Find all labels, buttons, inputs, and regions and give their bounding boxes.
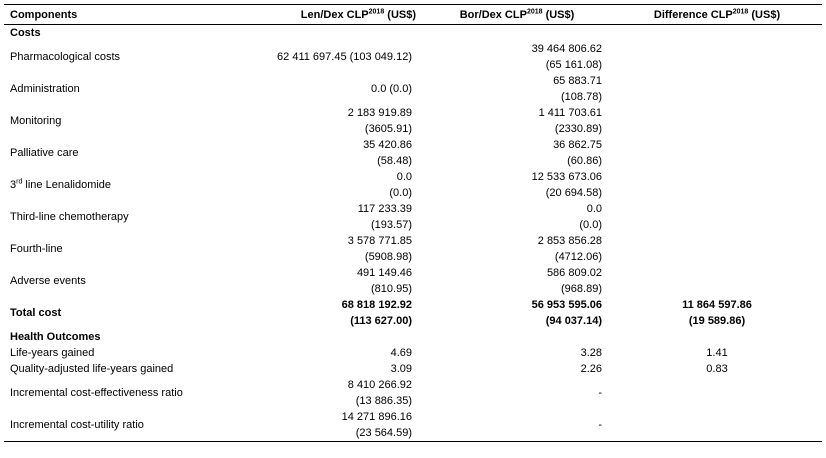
table-row [4, 105, 822, 137]
table-row [4, 409, 822, 442]
table-row [4, 137, 822, 169]
row-label: Incremental cost-effectiveness ratio [10, 387, 183, 399]
bor-value: 3.28 [580, 347, 602, 359]
table-row [4, 201, 822, 233]
header-len-dex: Len/Dex $CLP^{2018}$ (US$) [242, 5, 422, 25]
len-value: 2 183 919.89 (3605.91) [347, 107, 412, 135]
row-label: 3rd line Lenalidomide [10, 178, 112, 191]
len-value: 8 410 266.92 (13 886.35) [347, 379, 412, 407]
section-health-outcomes: Health Outcomes [10, 331, 101, 343]
row-label: Administration [10, 83, 80, 95]
row-label: Third-line chemotherapy [10, 211, 129, 223]
header-difference: Difference $CLP^{2018}$ (US$) [612, 5, 822, 25]
bor-value: 65 883.71 (108.78) [553, 75, 602, 103]
len-value: 14 271 896.16 (23 564.59) [242, 409, 422, 442]
total-row [4, 297, 822, 329]
table-row [4, 73, 822, 105]
len-value: 3 578 771.85 (5908.98) [347, 235, 412, 263]
table-header-row [4, 5, 822, 25]
len-value: 35 420.86 (58.48) [363, 139, 412, 167]
table-row [4, 233, 822, 265]
len-value: 0.0 (0.0) [371, 83, 412, 95]
len-value: 4.69 [390, 347, 412, 359]
bor-value: 586 809.02 (968.89) [546, 267, 602, 295]
len-value: 491 149.46 (810.95) [356, 267, 412, 295]
bor-value: 36 862.75 (60.86) [553, 139, 602, 167]
table-row [4, 361, 822, 377]
diff-value: 11 864 597.86 (19 589.86) [682, 299, 752, 327]
bor-value: 56 953 595.06 (94 037.14) [531, 299, 602, 327]
bor-value: 12 533 673.06 (20 694.58) [531, 171, 602, 199]
bor-value: 39 464 806.62 (65 161.08) [531, 43, 602, 71]
section-costs: Costs [10, 27, 41, 39]
diff-value: 1.41 [706, 347, 728, 359]
row-label: Pharmacological costs [10, 51, 121, 63]
len-value: 62 411 697.45 (103 049.12) [277, 51, 412, 63]
diff-value: 0.83 [706, 363, 728, 375]
bor-value: 2 853 856.28 (4712.06) [537, 235, 602, 263]
row-label: Palliative care [10, 147, 79, 159]
table-row [4, 377, 822, 409]
len-value: 0.0 (0.0) [389, 171, 412, 199]
cost-outcomes-table [4, 4, 822, 442]
table-row [4, 265, 822, 297]
len-value: 68 818 192.92 (113 627.00) [341, 299, 412, 327]
row-label: Monitoring [10, 115, 62, 127]
row-label: Total cost [10, 307, 62, 319]
row-label: Incremental cost-utility ratio [4, 409, 242, 442]
bor-value: 1 411 703.61 (2330.89) [538, 107, 602, 135]
table-row [4, 169, 822, 201]
row-label: Adverse events [10, 275, 86, 287]
table-row [4, 41, 822, 73]
bor-value: - [422, 409, 612, 442]
header-components: Components [4, 5, 242, 25]
bor-value: 2.26 [580, 363, 602, 375]
row-label: Quality-adjusted life-years gained [10, 363, 174, 375]
len-value: 3.09 [390, 363, 412, 375]
bor-value: - [598, 387, 602, 399]
len-value: 117 233.39 (193.57) [357, 203, 412, 231]
row-label: Life-years gained [10, 347, 95, 359]
header-bor-dex: Bor/Dex $CLP^{2018}$ (US$) [422, 5, 612, 25]
table-row [4, 345, 822, 361]
row-label: Fourth-line [10, 243, 63, 255]
bor-value: 0.0 (0.0) [579, 203, 602, 231]
